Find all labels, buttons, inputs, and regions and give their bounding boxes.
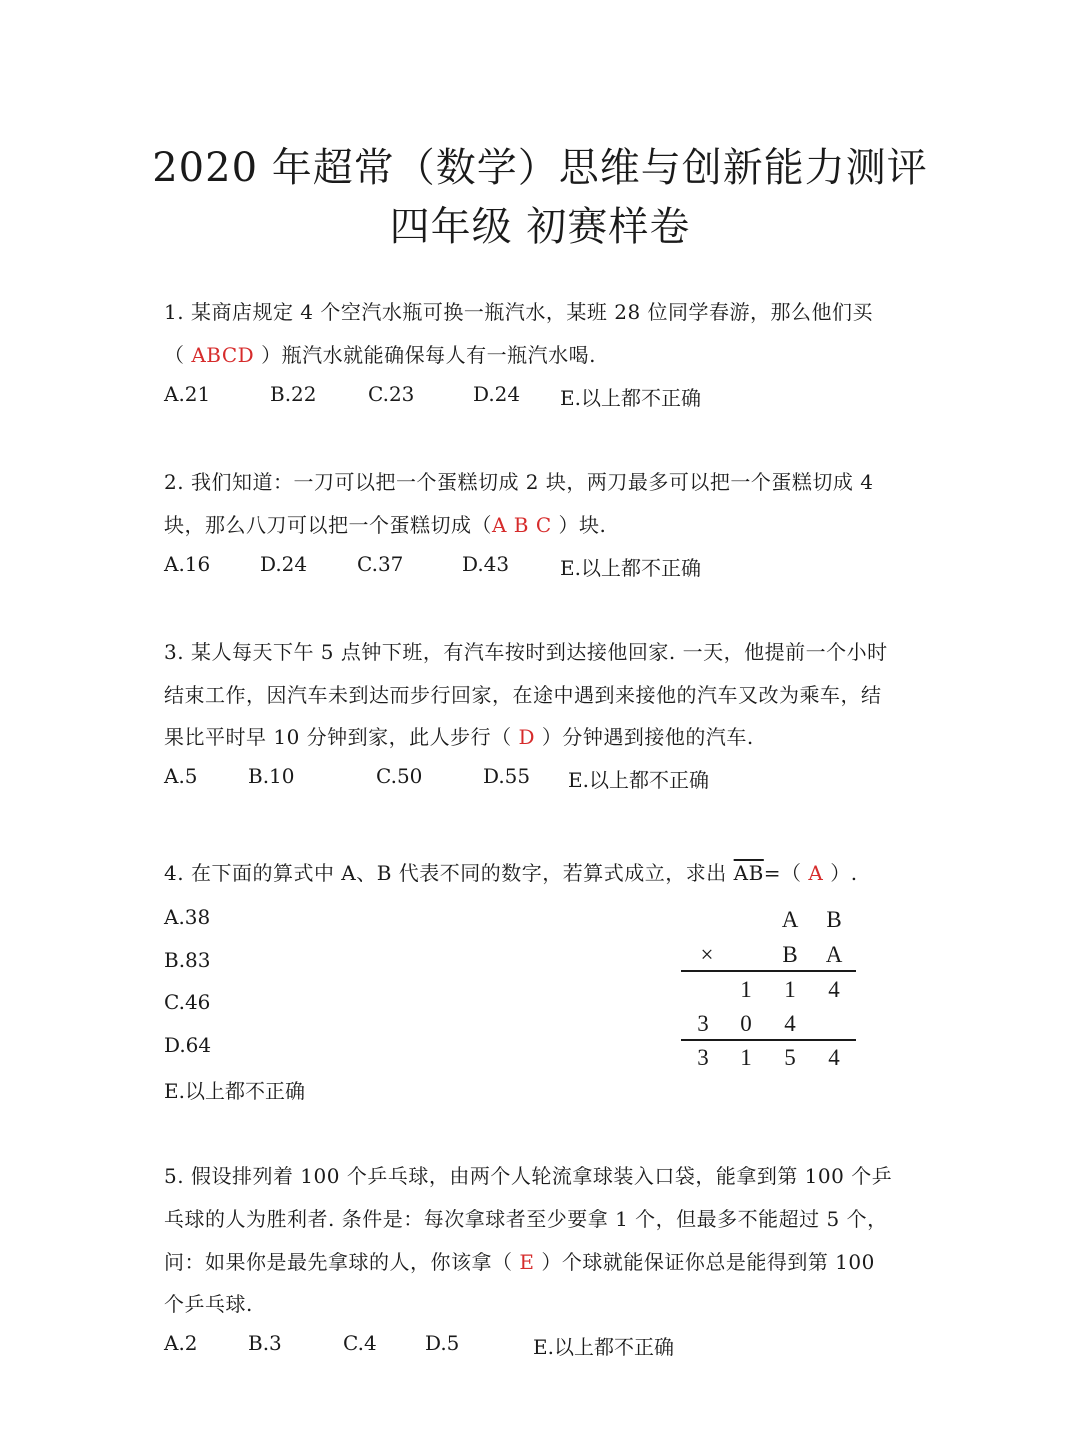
option-c: C.50: [376, 764, 423, 788]
digit: 3: [697, 1045, 709, 1070]
question-text-line: 3. 某人每天下午 5 点钟下班，有汽车按时到达接他回家. 一天，他提前一个小时: [164, 640, 888, 664]
times-sign: ×: [700, 942, 714, 967]
page-subtitle: 四年级 初赛样卷: [389, 204, 691, 250]
option-b: B.22: [270, 382, 317, 406]
digit: 3: [697, 1011, 709, 1036]
question-text-line: 1. 某商店规定 4 个空汽水瓶可换一瓶汽水，某班 28 位同学春游，那么他们买: [164, 300, 874, 324]
option-b: B.83: [164, 948, 211, 972]
answer-mark: E: [519, 1250, 535, 1274]
option-a: A.2: [164, 1331, 198, 1355]
two-digit-number: $\overline{AB}$: [733, 861, 764, 885]
question-text-line: [164, 721, 754, 750]
question-text-line: [164, 339, 596, 368]
option-a: A.5: [164, 764, 198, 788]
option-d: D.5: [425, 1331, 460, 1355]
digit: 4: [828, 977, 840, 1002]
option-c: C.46: [164, 990, 211, 1014]
digit: 5: [784, 1045, 796, 1070]
page-title: 2020 年超常（数学）思维与创新能力测评: [152, 145, 928, 191]
question-text-line: 结束工作，因汽车未到达而步行回家，在途中遇到来接他的汽车又改为乘车，结: [164, 683, 882, 707]
question-text-line: 5. 假设排列着 100 个乒乓球，由两个人轮流拿球装入口袋，能拿到第 100 个乒: [164, 1164, 893, 1188]
sum-line: [681, 1039, 856, 1041]
option-b: B.10: [248, 764, 295, 788]
question-text-line: [164, 857, 858, 886]
option-c: C.37: [357, 552, 404, 576]
answer-mark: A: [808, 861, 824, 885]
answer-mark: D: [518, 725, 536, 749]
option-c: C.4: [343, 1331, 377, 1355]
option-e: E.以上都不正确: [560, 556, 701, 580]
digit: 0: [740, 1011, 752, 1036]
option-e: E.以上都不正确: [560, 386, 701, 410]
answer-mark: ABCD: [191, 343, 255, 367]
digit: B: [826, 907, 842, 932]
question-text-tail: ）块.: [551, 513, 607, 537]
option-d: D.55: [483, 764, 531, 788]
digit: 1: [740, 977, 752, 1002]
digit: B: [782, 942, 798, 967]
option-e: E.以上都不正确: [568, 768, 709, 792]
option-a: A.38: [164, 905, 211, 929]
question-text-line: 乓球的人为胜利者. 条件是：每次拿球者至少要拿 1 个，但最多不能超过 5 个，: [164, 1207, 888, 1231]
digit: 1: [740, 1045, 752, 1070]
option-b: D.24: [260, 552, 308, 576]
option-a: A.16: [164, 552, 211, 576]
question-text-line: 2. 我们知道：一刀可以把一个蛋糕切成 2 块，两刀最多可以把一个蛋糕切成 4: [164, 470, 874, 494]
question-text-tail: ）瓶汽水就能确保每人有一瓶汽水喝.: [254, 343, 596, 367]
question-text-head: 块，那么八刀可以把一个蛋糕切成（: [164, 513, 492, 537]
bracket-open: （: [164, 343, 192, 367]
digit: A: [781, 907, 799, 932]
question-text-head: 果比平时早 10 分钟到家，此人步行（: [164, 725, 519, 749]
option-e: E.以上都不正确: [533, 1335, 674, 1359]
question-text-tail: ）分钟遇到接他的汽车.: [535, 725, 754, 749]
option-b: B.3: [248, 1331, 282, 1355]
question-text-line: 个乒乓球.: [164, 1292, 253, 1316]
digit: 4: [828, 1045, 840, 1070]
digit: 4: [784, 1011, 796, 1036]
option-c: C.23: [368, 382, 415, 406]
question-text-line: [164, 1246, 875, 1275]
option-d: D.64: [164, 1033, 212, 1057]
question-text-head: 问：如果你是最先拿球的人，你该拿（: [164, 1250, 520, 1274]
question-text-tail: ）.: [823, 861, 858, 885]
question-text-line: [164, 509, 606, 538]
digit: 1: [784, 977, 796, 1002]
question-text-tail: ）个球就能保证你总是能得到第 100: [534, 1250, 875, 1274]
option-d: D.43: [462, 552, 510, 576]
option-e: E.以上都不正确: [164, 1079, 305, 1103]
digit: A: [825, 942, 843, 967]
answer-mark: A B C: [492, 513, 552, 537]
option-a: A.21: [164, 382, 211, 406]
sum-line: [681, 970, 856, 972]
equals-bracket: =（: [763, 861, 809, 885]
option-d: D.24: [473, 382, 521, 406]
question-text-head: 4. 在下面的算式中 A、B 代表不同的数字，若算式成立，求出: [164, 861, 734, 885]
